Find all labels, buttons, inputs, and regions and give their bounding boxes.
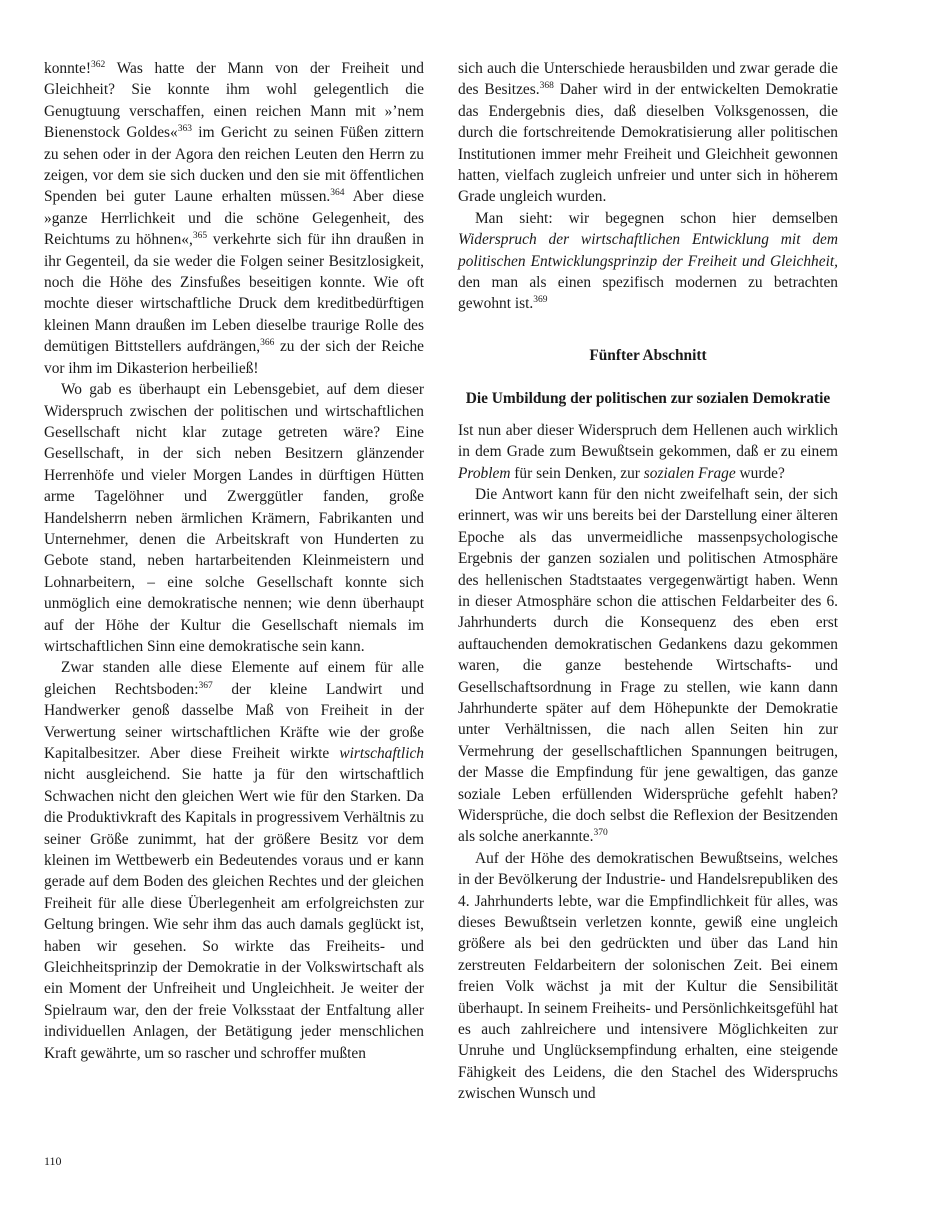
paragraph: Auf der Höhe des demokratischen Bewußtseins, welches in der Bevölkerung der Industrie- und Handelsrepubliken des 4. Jahrhunderts lebte, war die Empfindlichkeit für alles, was dieses Bewußtsein verletzen konnte, gewiß eine ungleich größere als bei den gedrückten und über das Land hin zerstreuten Feldarbeitern der solonischen Zeit. Bei einem freien Volk wächst ja mit der Kultur die Sensibilität überhaupt. In seinem Freiheits- und Persönlichkeitsgefühl hat es auch zahlreichere und intensivere Möglichkeiten zur Unruhe und Unglücksempfindung erhalten, eine steigende Fähigkeit des Leidens, die den Stachel des Widerspruchs zwischen Wunsch und	[458, 849, 838, 1103]
footnote-ref[interactable]: 365	[192, 231, 208, 242]
emphasis: Problem	[458, 464, 511, 482]
page-number: 110	[44, 1154, 62, 1168]
emphasis: sozialen Frage	[643, 464, 736, 482]
emphasis: wirtschaftlich	[339, 745, 424, 762]
paragraph: Wo gab es überhaupt ein Lebensgebiet, auf dem dieser Widerspruch zwischen der politischen und wirtschaftlichen Gesellschaft nicht klar zutage getreten wäre? Eine Gesellschaft, in der sich neben Besitzern glänzender Herrenhöfe und vieler Morgen Landes in dürftigen Hütten arme Tagelöhner und Zwerggütler fanden, große Handelsherrn neben ärmlichen Krämern, Fabrikanten und Unternehmer, denen die Arbeitskraft von Hunderten zu Gebote stand, neben hartarbeitenden Kleinmeistern und Lohnarbeitern, – eine solche Gesellschaft konnte sich unmöglich eine demokratische nennen; wie denn überhaupt auf der Höhe der Kultur die Gesellschaft niemals im wirtschaftlichen Sinn eine demokratische sein kann.	[44, 381, 424, 655]
paragraph: Ist nun aber dieser Widerspruch dem Hellenen auch wirklich in dem Grade zum Bewußtsein gekommen, daß er zu einem Problem für sein Denken, zur sozialen Frage wurde?	[458, 421, 838, 482]
footnote-ref[interactable]: 367	[198, 680, 213, 691]
footnote-ref[interactable]: 366	[260, 338, 275, 349]
paragraph: Zwar standen alle diese Elemente auf einem für alle gleichen Rechtsboden:$^{367}$ der kleine Landwirt und Handwerker genoß dasselbe Maß von Freiheit in der Verwertung seiner wirtschaftlichen Kräfte wie der große Kapitalbesitzer. Aber diese Freiheit wirkte wirtschaftlich nicht ausgleichend. Sie hatte ja für den wirtschaftlich Schwachen nicht den gleichen Wert wie für den Starken. Da die Produktivkraft des Kapitals in progressivem Verhältnis zu seiner Größe zunimmt, hat der größere Besitz vor dem kleinen im Wettbewerb ein Bedeutendes voraus und er kann gerade auf dem Boden des gleichen Rechtes und der gleichen Freiheit für alle diese Überlegenheit am erfolgreichsten zur Geltung bringen. Wie sehr ihm das auch damals geglückt ist, haben wir gesehen. So wirkte das Freiheits- und Gleichheitsprinzip der Demokratie in der Volkswirtschaft als ein Moment der Unfreiheit und Ungleichheit. Je weiter der Spielraum war, den der freie Volksstaat der Entfaltung aller individuellen Anlagen, der Betätigung jeder menschlichen Kraft gewährte, um so rascher und schroffer mußten	[44, 659, 424, 1062]
section-heading: Fünfter Abschnitt	[589, 346, 707, 364]
right-column	[458, 58, 838, 1105]
paragraph: Die Antwort kann für den nicht zweifelhaft sein, der sich erinnert, was wir uns bereits bei der Darstellung einer älteren Epoche als das unvermeidliche massenpsychologische Ergebnis der ganzen sozialen und politischen Atmosphäre des hellenischen Stadtstaates vergegenwärtigt haben. Wenn in dieser Atmosphäre schon die attischen Feldarbeiter des 6. Jahrhunderts durch die Konsequenz des eben erst auftauchenden demokratischen Gedankens dazu gekommen waren, die ganze bestehende Wirtschafts- und Gesellschaftsordnung in Frage zu stellen, wie kann dann Jahrhunderte später auf dem Höhepunkte der Demokratie unter Verhältnissen, die nach allen Seiten hin zur Vermehrung der gesellschaftlichen Spannungen beitrugen, der Masse die Empfindung für jene gewaltigen, das ganze soziale Leben erfüllenden Widersprüche gefehlt haben? Widersprüche, die doch selbst die Reflexion der Besitzenden als solche anerkannte.$^{370}$	[458, 485, 838, 846]
footnote-ref[interactable]: 370	[593, 828, 608, 839]
section-title: Die Umbildung der politischen zur sozialen Demokratie	[465, 390, 831, 408]
footnote-ref[interactable]: 364	[330, 188, 345, 199]
footnote-ref[interactable]: 369	[533, 295, 548, 306]
emphasis: Widerspruch der wirtschaftlichen Entwicklung mit dem politischen Entwicklungsprinzip der Freiheit und Gleichheit,	[458, 231, 838, 270]
paragraph: Man sieht: wir begegnen schon hier demselben Widerspruch der wirtschaftlichen Entwicklung mit dem politischen Entwicklungsprinzip der Freiheit und Gleichheit, den man als einen spezifisch modernen zu betrachten gewohnt ist.$^{369}$	[458, 209, 838, 313]
paragraph: sich auch die Unterschiede herausbilden und zwar gerade die des Besitzes.$^{368}$ Daher wird in der entwickelten Demokratie das Endergebnis dies, daß dieselben Volksgenossen, die durch die fortschreitende Demokratisierung aller politischen Institutionen immer mehr Freiheit und Gleichheit gewonnen hatten, vielfach zugleich unfreier und unter sich in höherem Grade ungleich wurden.	[458, 60, 838, 206]
footnote-ref[interactable]: 368	[539, 81, 554, 92]
paragraph: konnte!$^{362}$ Was hatte der Mann von der Freiheit und Gleichheit? Sie konnte ihm wohl gelegentlich die Genugtuung verschaffen, einen reichen Mann mit »’nem Bienenstock Goldes«$^{363}$ im Gericht zu seinen Füßen zittern zu sehen oder in der Agora den reichen Leuten den Herrn zu zeigen, vor dem sie sich ducken und den sie mit öffentlichen Spenden bei guter Laune erhalten müssen.$^{364}$ Aber diese »ganze Herrlichkeit und die schöne Gelegenheit, des Reichtums zu höhnen«,$^{365}$ verkehrte sich für ihn draußen in ihr Gegenteil, da sie weder die Folgen seiner Besitzlosigkeit, noch die Höhe des Zinsfußes beseitigen konnte. Wie oft mochte dieser wirtschaftliche Druck dem kreditbedürftigen kleinen Mann draußen im Leben dieselbe traurige Rolle des demütigen Bittstellers aufdrängen,$^{366}$ zu der sich der Reiche vor ihm im Dikasterion herbeiließ!	[44, 60, 425, 377]
footnote-ref[interactable]: 363	[177, 124, 192, 135]
left-column	[44, 58, 424, 1064]
footnote-ref[interactable]: 362	[91, 60, 106, 70]
